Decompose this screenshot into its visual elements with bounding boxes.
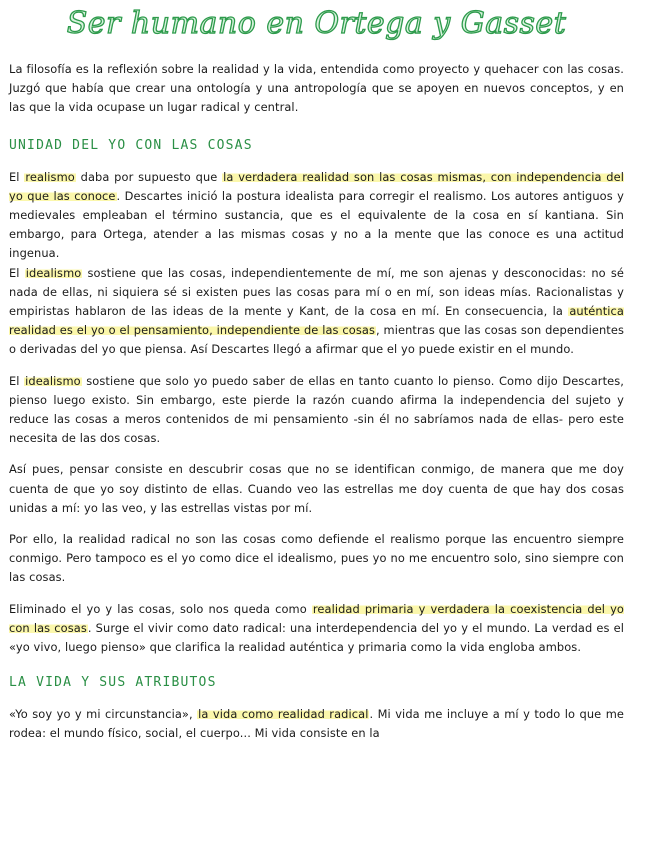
- page-title: Ser humano en Ortega y Gasset: [66, 6, 567, 41]
- text-span: El: [9, 169, 25, 184]
- text-span: . Descartes inició la postura idealista para corregir el realismo. Los autores antiguos y medievales empleaban el término sustancia, que es el equivalente de la cosa en sí kantiana. Sin embargo, para Ortega, atender a las mismas cosas y no a la mente que las conoce es una actitud ingenua.: [9, 188, 625, 261]
- intro-paragraph: La filosofía es la reflexión sobre la realidad y la vida, entendida como proyecto y quehacer con las cosas. Juzgó que había que crear una ontología y una antropología que se apoyen en nuevos conceptos, y en las que la vida ocupase un lugar radical y central.: [9, 62, 624, 115]
- text-span: . Mi vida me incluye a mí y todo lo que me rodea: el mundo físico, social, el cuerpo... Mi vida consiste en la: [9, 707, 624, 741]
- text-span: «Yo soy yo y mi circunstancia»,: [9, 707, 198, 722]
- text-span: El: [9, 265, 25, 280]
- text-span: , mientras que las cosas son dependientes o derivadas del yo que piensa. Así Descartes llegó a afirmar que el yo puede existir en el mundo.: [9, 323, 624, 357]
- paragraph-realidad-radical: Por ello, la realidad radical no son las cosas como defiende el realismo porque las encuentro siempre conmigo. Pero tampoco es el yo como dice el idealismo, pues yo no me encuentro solo, sino siempre con las cosas.: [9, 532, 624, 585]
- text-span: daba por supuesto que: [75, 169, 223, 184]
- highlight-realismo: realismo: [25, 169, 75, 184]
- text-span: Eliminado el yo y las cosas, solo nos queda como: [9, 601, 312, 616]
- text-span: sostiene que las cosas, independientemente de mí, me son ajenas y desconocidas: no sé nada de ellas, ni siquiera sé si existen pues las cosas para mí o en mí, son ideas mías. Racionalistas y empiristas hablaron de las ideas de la mente y Kant, de la cosa en mí. En consecuencia, la: [9, 265, 624, 319]
- section-heading-unidad: UNIDAD DEL YO CON LAS COSAS: [9, 137, 253, 153]
- highlight-vida-radical: la vida como realidad radical: [198, 707, 369, 722]
- paragraph-circunstancia: [9, 705, 624, 743]
- paragraph-idealismo: [9, 372, 624, 449]
- notes-page: [0, 4, 646, 852]
- text-span: . Surge el vivir como dato radical: una interdependencia del yo y el mundo. La verdad es el «yo vivo, luego pienso» que clarifica la realidad auténtica y primaria como la vida engloba ambos.: [9, 620, 624, 655]
- text-span: El: [9, 373, 25, 388]
- section-heading-vida: LA VIDA Y SUS ATRIBUTOS: [9, 675, 217, 691]
- highlight-coexistencia: realidad primaria y verdadera la coexistencia del yo con las cosas: [9, 601, 624, 635]
- paragraph-pensar: Así pues, pensar consiste en descubrir cosas que no se identifican conmigo, de manera que me doy cuenta de que yo soy distinto de ellas. Cuando veo las estrellas me doy cuenta de que hay dos cosas unidas a mí: yo las veo, y las estrellas vistas por mí.: [9, 462, 624, 515]
- text-span: sostiene que solo yo puedo saber de ellas en tanto cuanto lo pienso. Como dijo Descartes, pienso luego existo. Sin embargo, este pierde la razón cuando afirma la independencia del sujeto y reduce las cosas a meros contenidos de mi pensamiento -sin él no sabríamos nada de ellas- pero este necesita de las dos cosas.: [9, 373, 624, 446]
- highlight-idealismo: idealismo: [25, 265, 82, 280]
- paragraph-coexistencia: [9, 600, 624, 658]
- highlight-idealismo-2: idealismo: [25, 373, 81, 388]
- paragraph-realismo: [9, 168, 624, 360]
- highlight-autentica-realidad: auténtica realidad es el yo o el pensamiento, independiente de las cosas: [9, 304, 624, 338]
- highlight-verdadera-realidad: la verdadera realidad son las cosas mismas, con independencia del yo que las conoce: [9, 169, 624, 203]
